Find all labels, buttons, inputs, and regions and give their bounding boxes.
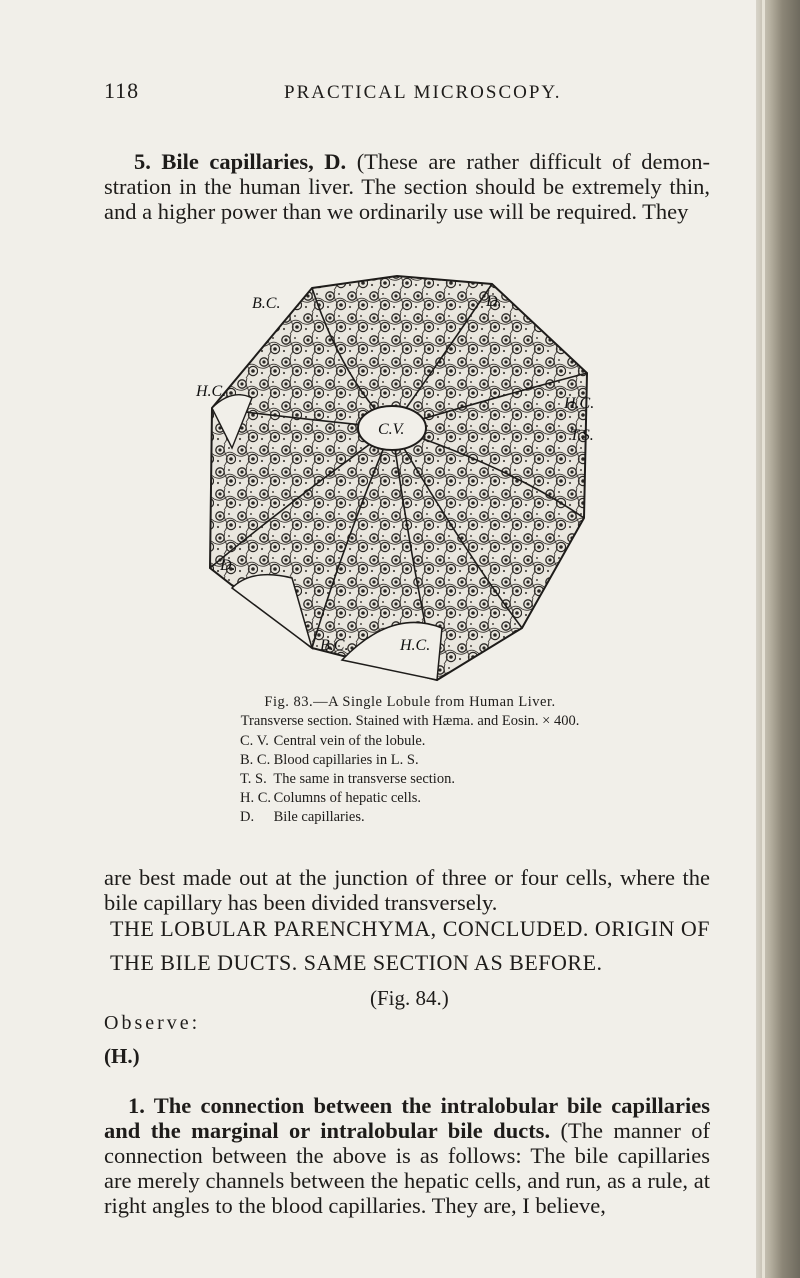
legend-item [240, 790, 421, 807]
legend-text: Blood capillaries in L. S. [273, 752, 419, 768]
label-hc-left: H.C. [196, 383, 227, 400]
liver-lobule-figure [192, 268, 618, 692]
legend-text: Central vein of the lobule. [273, 733, 426, 749]
legend-text: Bile capillaries. [273, 809, 365, 825]
intro-lead: 5. Bile capillaries, D. [134, 148, 347, 174]
legend-key: H. C. [240, 790, 272, 806]
intro-paragraph [104, 149, 710, 224]
label-d-left: D. [220, 557, 236, 574]
section-marker: (H.) [104, 1044, 140, 1068]
legend-key: B. C. [240, 752, 271, 768]
label-hc-right: H.C. [564, 395, 595, 412]
figure-caption-sub: Transverse section. Stained with Hæma. and Eosin. × 400. [240, 713, 580, 729]
legend-item [240, 752, 419, 769]
item-1-lead: 1. The connection between the intralobular bile capillaries and the marginal or intralobular bile ducts. [104, 1092, 710, 1143]
liver-lobule-illustration [192, 268, 618, 692]
item-1-text: (The manner of connection between the above is as follows: The bile capillaries are merely channels between the hepatic cells, and run, as a rule, at right angles to the blood capillaries. They are, I believe, [104, 1117, 711, 1218]
legend-key: C. V. [240, 733, 269, 749]
legend-key: T. S. [240, 771, 267, 787]
legend-text: Columns of hepatic cells. [273, 790, 422, 806]
legend-item [240, 809, 365, 826]
figure-reference: (Fig. 84.) [370, 986, 449, 1010]
continuation-paragraph: are best made out at the junction of three or four cells, where the bile capillary has been divided transversely. [104, 864, 710, 915]
label-cv: C.V. [378, 421, 405, 438]
label-ts: T.S. [570, 427, 594, 444]
intro-text: (These are rather difficult of demonstration in the human liver. The section should be extremely thin, and a higher power than we ordinarily use will be required. They [104, 148, 710, 224]
label-d-top: D. [486, 293, 502, 310]
section-heading: THE LOBULAR PARENCHYMA, CONCLUDED. ORIGIN OF THE BILE DUCTS. SAME SECTION AS BEFORE. [110, 916, 710, 975]
legend-text: The same in transverse section. [273, 771, 455, 787]
running-head: PRACTICAL MICROSCOPY. [284, 82, 562, 103]
legend-key: D. [240, 809, 255, 825]
legend-item [240, 733, 425, 750]
figure-caption-title: Fig. 83.—A Single Lobule from Human Liver. [264, 694, 556, 710]
label-hc-bottom: H.C. [400, 637, 431, 654]
label-bc-top: B.C. [252, 295, 281, 312]
page-header [104, 78, 724, 112]
page-number: 118 [104, 78, 140, 103]
observe-label: Observe: [104, 1012, 201, 1034]
legend-item [240, 771, 455, 788]
item-1-paragraph [104, 1093, 710, 1218]
label-bc-bottom: B.C. [320, 637, 349, 654]
page-edge-shadow [756, 0, 800, 1278]
